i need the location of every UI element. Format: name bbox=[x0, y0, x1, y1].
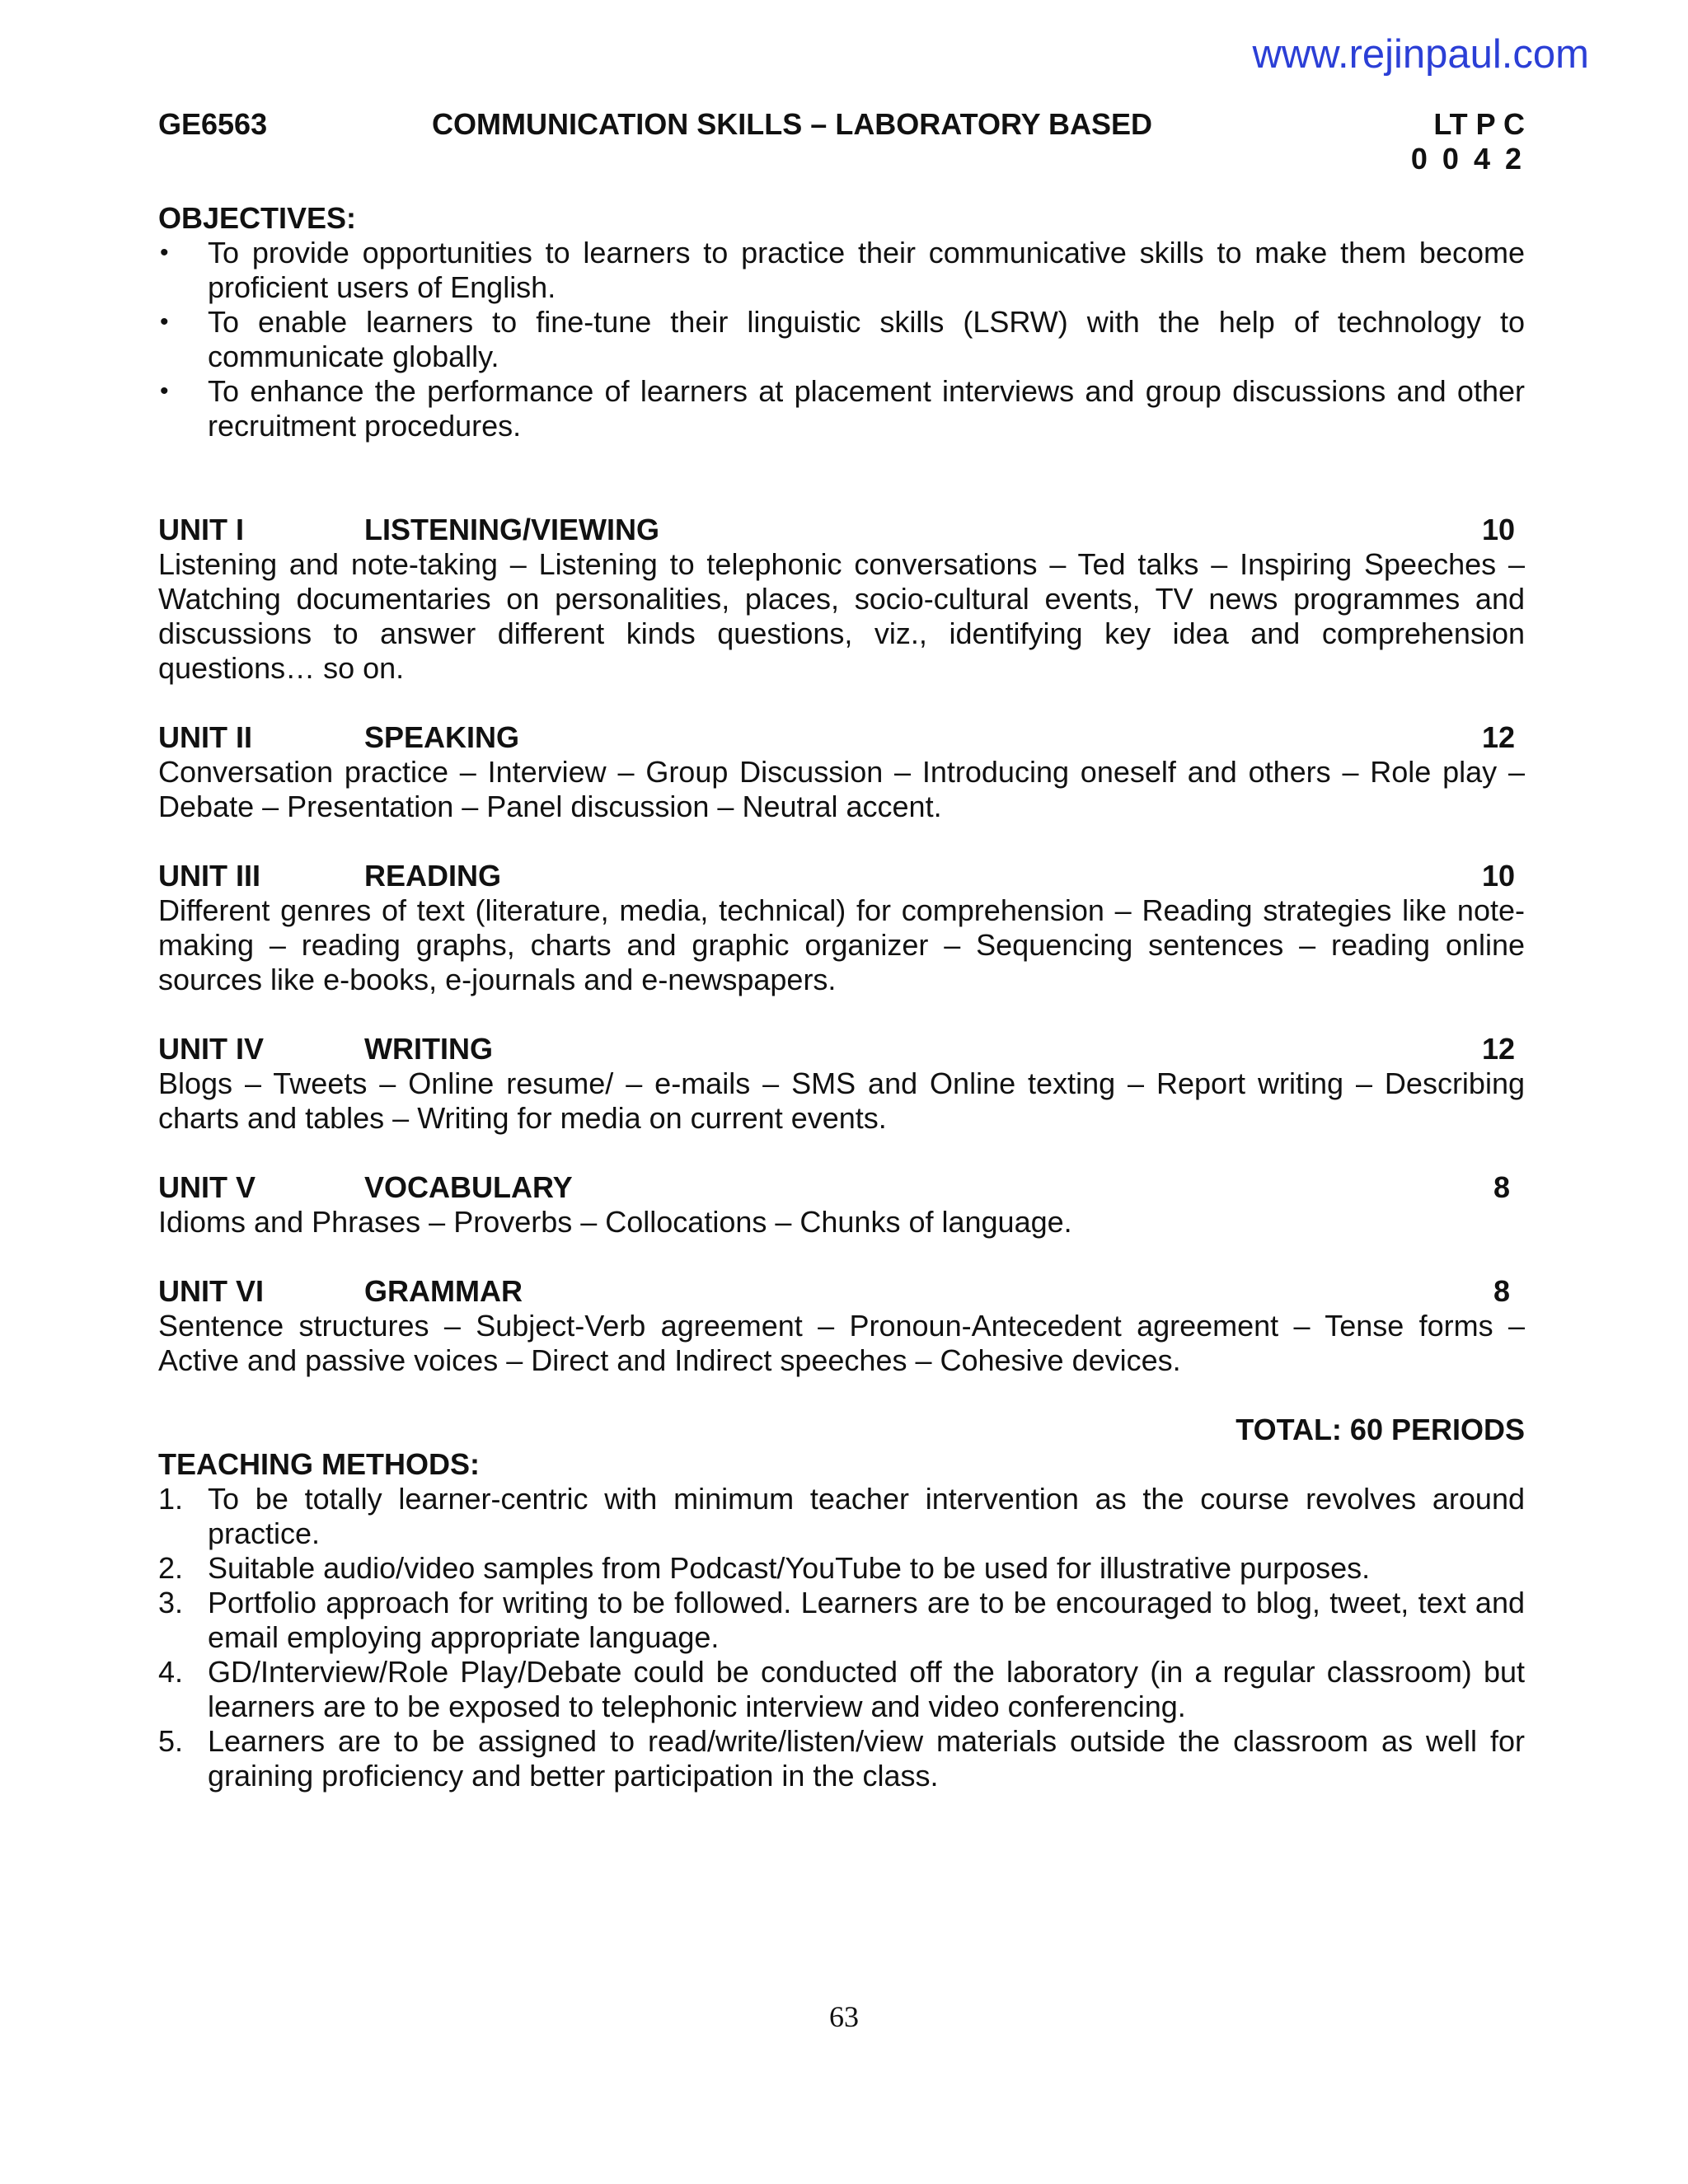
unit-heading bbox=[158, 1274, 1525, 1309]
unit-label: UNIT V bbox=[158, 1170, 256, 1204]
course-header bbox=[158, 107, 1525, 142]
unit-hours: 8 bbox=[1493, 1274, 1510, 1308]
method-text: To be totally learner-centric with minimum teacher intervention as the course revolves around practice. bbox=[208, 1482, 1525, 1550]
teaching-methods-heading: TEACHING METHODS: bbox=[158, 1447, 480, 1481]
watermark-url[interactable]: www.rejinpaul.com bbox=[1252, 32, 1589, 77]
unit-body: Sentence structures – Subject-Verb agreement – Pronoun-Antecedent agreement – Tense forms – Active and passive voices – Direct and Indirect speeches – Cohesive devices. bbox=[158, 1309, 1525, 1377]
bullet-icon: • bbox=[160, 377, 169, 405]
unit-label: UNIT I bbox=[158, 513, 244, 546]
unit-6 bbox=[158, 1274, 1525, 1378]
method-text: GD/Interview/Role Play/Debate could be conducted off the laboratory (in a regular classroom) but learners are to be exposed to telephonic interview and video conferencing. bbox=[208, 1655, 1525, 1723]
unit-label: UNIT IV bbox=[158, 1032, 265, 1066]
unit-heading bbox=[158, 859, 1525, 893]
method-item bbox=[158, 1586, 1525, 1655]
unit-title: LISTENING/VIEWING bbox=[364, 513, 660, 546]
ltpc-values-row bbox=[158, 142, 1525, 176]
teaching-methods-list bbox=[158, 1482, 1525, 1793]
unit-body: Conversation practice – Interview – Group Discussion – Introducing oneself and others – Role play – Debate – Presentation – Panel discussion – Neutral accent. bbox=[158, 755, 1525, 823]
method-item bbox=[158, 1655, 1525, 1724]
objective-item bbox=[158, 236, 1525, 305]
method-text: Suitable audio/video samples from Podcast/YouTube to be used for illustrative purposes. bbox=[208, 1551, 1371, 1585]
unit-title: SPEAKING bbox=[364, 720, 520, 754]
unit-label: UNIT II bbox=[158, 720, 252, 754]
objective-text: To enhance the performance of learners at placement interviews and group discussions and other recruitment procedures. bbox=[208, 374, 1525, 443]
unit-body: Blogs – Tweets – Online resume/ – e-mails – SMS and Online texting – Report writing – Describing charts and tables – Writing for media on current events. bbox=[158, 1066, 1525, 1135]
unit-hours: 8 bbox=[1493, 1170, 1510, 1204]
method-item bbox=[158, 1482, 1525, 1551]
objectives-heading: OBJECTIVES: bbox=[158, 201, 357, 235]
syllabus-page bbox=[158, 107, 1525, 1793]
course-title: COMMUNICATION SKILLS – LABORATORY BASED bbox=[432, 107, 1153, 141]
course-code: GE6563 bbox=[158, 107, 268, 141]
unit-heading bbox=[158, 1032, 1525, 1066]
method-item bbox=[158, 1551, 1525, 1586]
method-number: 2. bbox=[158, 1551, 184, 1585]
unit-1 bbox=[158, 513, 1525, 686]
method-text: Learners are to be assigned to read/write/listen/view materials outside the classroom as well for graining proficiency and better participation in the class. bbox=[208, 1724, 1525, 1793]
objective-item bbox=[158, 305, 1525, 374]
method-number: 5. bbox=[158, 1724, 184, 1758]
bullet-icon: • bbox=[160, 239, 169, 266]
unit-3 bbox=[158, 859, 1525, 997]
unit-hours: 12 bbox=[1481, 1032, 1515, 1066]
method-number: 1. bbox=[158, 1482, 184, 1516]
unit-body: Listening and note-taking – Listening to telephonic conversations – Ted talks – Inspiring Speeches – Watching documentaries on personalities, places, socio-cultural events, TV news programmes and discussions to answer different kinds questions, viz., identifying key idea and comprehension questions… so on. bbox=[158, 547, 1525, 685]
objectives-list bbox=[158, 236, 1525, 443]
method-item bbox=[158, 1724, 1525, 1793]
unit-body: Idioms and Phrases – Proverbs – Collocations – Chunks of language. bbox=[158, 1205, 1072, 1239]
objective-item bbox=[158, 374, 1525, 443]
unit-title: GRAMMAR bbox=[364, 1274, 523, 1308]
unit-body: Different genres of text (literature, media, technical) for comprehension – Reading strategies like note-making – reading graphs, charts and graphic organizer – Sequencing sentences – reading online sources like e-books, e-journals and e-newspapers. bbox=[158, 893, 1525, 996]
unit-4 bbox=[158, 1032, 1525, 1136]
unit-title: VOCABULARY bbox=[364, 1170, 573, 1204]
unit-title: WRITING bbox=[364, 1032, 493, 1066]
unit-heading bbox=[158, 1170, 1525, 1205]
method-text: Portfolio approach for writing to be followed. Learners are to be encouraged to blog, tweet, text and email employing appropriate language. bbox=[208, 1586, 1525, 1654]
unit-label: UNIT III bbox=[158, 859, 260, 893]
page-number: 63 bbox=[829, 2000, 859, 2033]
unit-heading bbox=[158, 513, 1525, 547]
unit-heading bbox=[158, 720, 1525, 755]
objective-text: To enable learners to fine-tune their linguistic skills (LSRW) with the help of technology to communicate globally. bbox=[208, 305, 1525, 373]
bullet-icon: • bbox=[160, 308, 169, 335]
unit-hours: 12 bbox=[1481, 720, 1515, 754]
objective-text: To provide opportunities to learners to practice their communicative skills to make them become proficient users of English. bbox=[208, 236, 1525, 304]
unit-label: UNIT VI bbox=[158, 1274, 265, 1308]
total-row bbox=[158, 1413, 1525, 1447]
ltpc-label: LT P C bbox=[1433, 107, 1525, 141]
unit-hours: 10 bbox=[1481, 513, 1515, 546]
method-number: 3. bbox=[158, 1586, 184, 1619]
unit-5 bbox=[158, 1170, 1525, 1240]
ltpc-values: 0 0 4 2 bbox=[1410, 142, 1525, 176]
unit-hours: 10 bbox=[1481, 859, 1515, 893]
method-number: 4. bbox=[158, 1655, 184, 1689]
unit-2 bbox=[158, 720, 1525, 824]
total-periods: TOTAL: 60 PERIODS bbox=[1236, 1413, 1525, 1446]
unit-title: READING bbox=[364, 859, 502, 893]
